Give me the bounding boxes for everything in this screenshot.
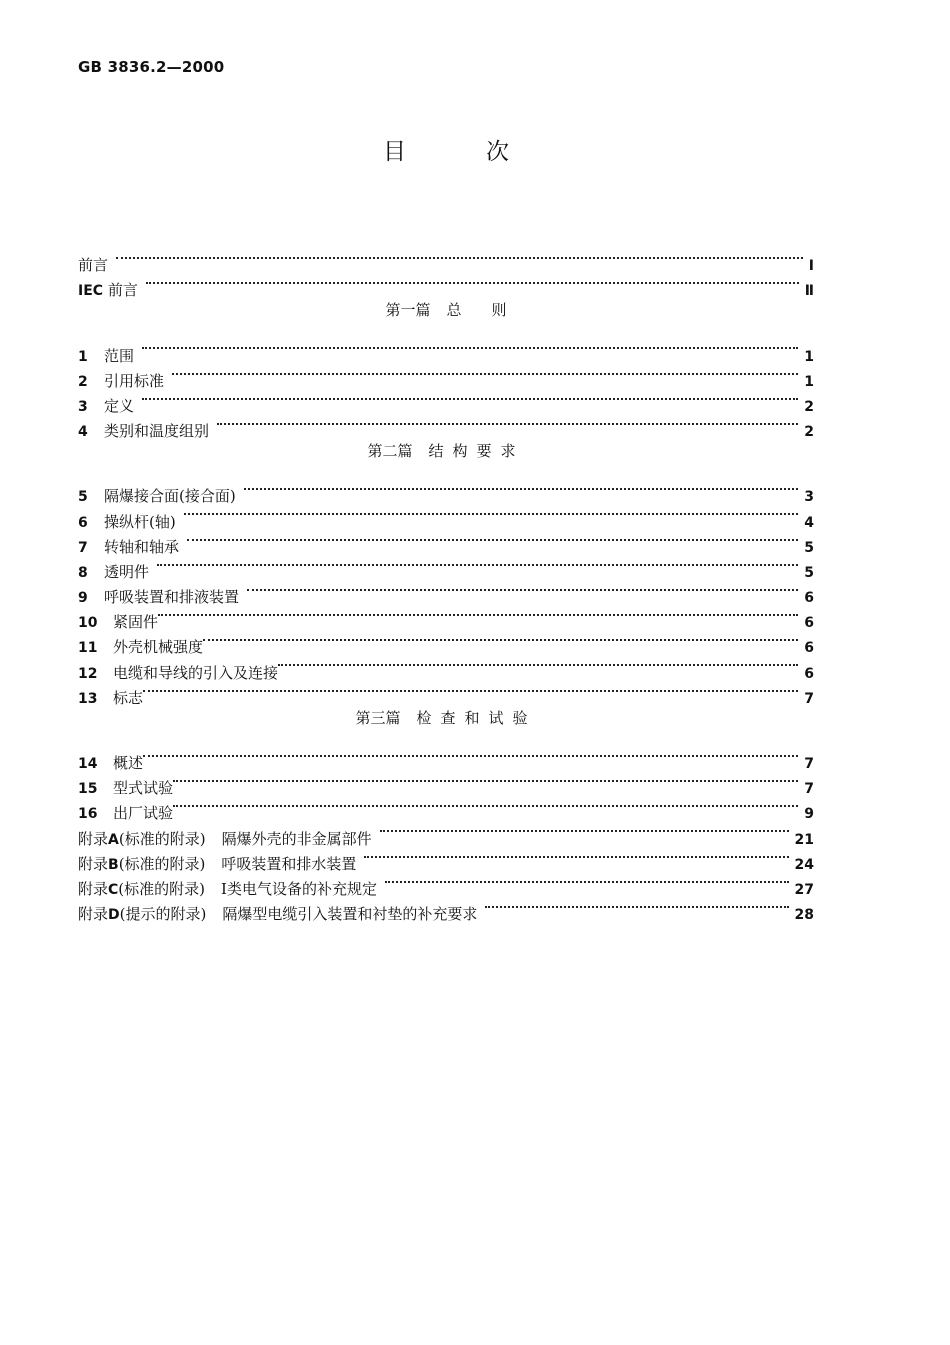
toc-entry-appendix-b[interactable]: 附录B(标准的附录) 呼吸装置和排水装置 24 xyxy=(78,844,814,869)
toc-entry[interactable]: 10 紧固件 6 xyxy=(78,602,814,627)
toc-entry-appendix-d[interactable]: 附录D(提示的附录) 隔爆型电缆引入装置和衬垫的补充要求 28 xyxy=(78,894,814,919)
toc-entry[interactable]: 16 出厂试验 9 xyxy=(78,793,814,818)
toc-entry-iec-preface[interactable] xyxy=(78,270,814,300)
part-heading-3: 第三篇 检查和试验 xyxy=(355,708,537,727)
part-heading-2: 第二篇 结构要求 xyxy=(367,442,525,461)
leader-dots xyxy=(146,270,799,295)
toc-entry[interactable]: 13 标志 7 xyxy=(78,678,814,703)
toc-label: IEC 前言 xyxy=(78,281,138,300)
toc-entry[interactable]: 4 类别和温度组别 2 xyxy=(78,411,814,436)
toc-entry-appendix-a[interactable]: 附录A(标准的附录) 隔爆外壳的非金属部件 21 xyxy=(78,818,814,843)
toc-page: Ⅰ xyxy=(808,258,814,275)
toc-entry-preface[interactable] xyxy=(78,245,814,275)
toc-entry[interactable]: 11 外壳机械强度 6 xyxy=(78,627,814,652)
toc-entry-appendix-c[interactable]: 附录C(标准的附录) Ⅰ类电气设备的补充规定 27 xyxy=(78,869,814,894)
toc-entry[interactable]: 14 概述 7 xyxy=(78,743,814,768)
toc-entry[interactable]: 3 定义 2 xyxy=(78,386,814,411)
toc-entry[interactable]: 12 电缆和导线的引入及连接 6 xyxy=(78,652,814,677)
toc-entry[interactable]: 5 隔爆接合面(接合面) 3 xyxy=(78,476,814,501)
toc-entry[interactable]: 2 引用标准 1 xyxy=(78,361,814,386)
toc-entry[interactable]: 1 范围 1 xyxy=(78,335,814,360)
toc-entry[interactable]: 15 型式试验 7 xyxy=(78,768,814,793)
title-char-1: 目 xyxy=(383,139,406,165)
toc-label: 前言 xyxy=(78,256,109,275)
document-code: GB 3836.2—2000 xyxy=(78,58,225,76)
title-char-2: 次 xyxy=(486,139,509,165)
leader-dots xyxy=(116,245,803,270)
toc-page: Ⅱ xyxy=(804,283,814,300)
toc-entry[interactable]: 9 呼吸装置和排液装置 6 xyxy=(78,577,814,602)
toc-entry[interactable]: 7 转轴和轴承 5 xyxy=(78,527,814,552)
page-title xyxy=(0,133,892,166)
part-heading-1: 第一篇 总 则 xyxy=(385,301,507,320)
table-of-contents xyxy=(78,245,814,924)
toc-entry[interactable]: 8 透明件 5 xyxy=(78,552,814,577)
toc-entry[interactable]: 6 操纵杆(轴) 4 xyxy=(78,501,814,526)
